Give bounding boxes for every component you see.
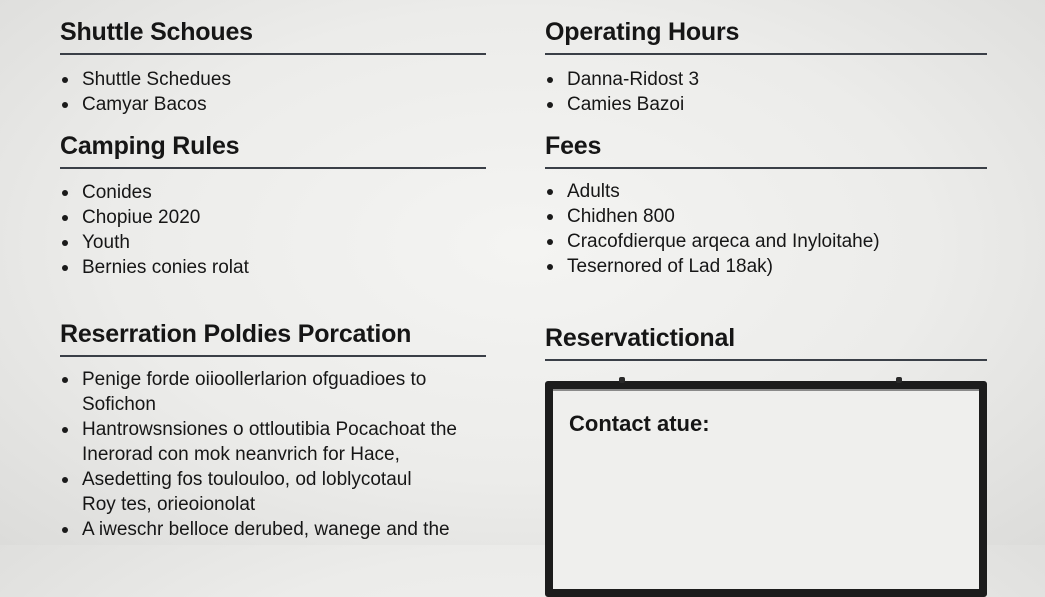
operating-hours-title: Operating Hours [545,18,740,46]
section-divider [60,53,486,55]
list-item: Chidhen 800 [545,204,987,229]
reservation-policies-list [60,367,486,542]
list-item: Adults [545,179,987,204]
section-divider [545,167,987,169]
list-item: Cracofdierque arqeca and Inyloitahe) [545,229,987,254]
list-item-line: A iweschr belloce derubed, wanege and the [82,519,450,540]
board-inner-edge [553,389,979,391]
mount-pin-icon [619,377,625,383]
list-item-line: Roy tes, orieoionolat [82,494,256,515]
section-divider [545,53,987,55]
list-item: Conides [60,180,486,205]
mount-pin-icon [896,377,902,383]
shuttle-list [60,67,486,117]
list-item-line: Inerorad con mok neanvrich for Hace, [82,444,400,465]
reservation-section [545,323,987,361]
section-divider [60,355,486,357]
list-item: Youth [60,230,486,255]
list-item-line: Asedetting fos toulouloo, od loblycotaul [82,469,412,490]
list-item [60,417,486,467]
section-divider [60,167,486,169]
fees-section [545,131,987,279]
list-item: Camyar Bacos [60,92,486,117]
list-item: Chopiue 2020 [60,205,486,230]
contact-board [545,381,987,597]
contact-title: Contact atue: [569,411,710,436]
list-item [60,367,486,417]
camping-rules-title: Camping Rules [60,132,240,160]
reservation-policies-section [60,319,486,542]
camping-rules-list [60,180,486,280]
reservation-policies-title: Reserration Poldies Porcation [60,320,412,348]
list-item: Shuttle Schedues [60,67,486,92]
list-item-line: Hantrowsnsiones o ottloutibia Pocachoat the [82,419,457,440]
list-item: Tesernored of Lad 18ak) [545,254,987,279]
fees-list [545,179,987,279]
list-item-line: Sofichon [82,394,156,415]
fees-title: Fees [545,132,602,160]
section-divider [545,359,987,361]
list-item: Bernies conies rolat [60,255,486,280]
operating-hours-list [545,67,987,117]
list-item: Danna-Ridost 3 [545,67,987,92]
list-item [60,517,486,542]
operating-hours-section [545,17,987,117]
list-item-line: Penige forde oiioollerlarion ofguadioes to [82,369,427,390]
shuttle-section-title: Shuttle Schoues [60,18,253,46]
camping-rules-section [60,131,486,280]
list-item [60,467,486,517]
reservation-title: Reservatictional [545,324,735,352]
list-item: Camies Bazoi [545,92,987,117]
shuttle-section [60,17,486,117]
